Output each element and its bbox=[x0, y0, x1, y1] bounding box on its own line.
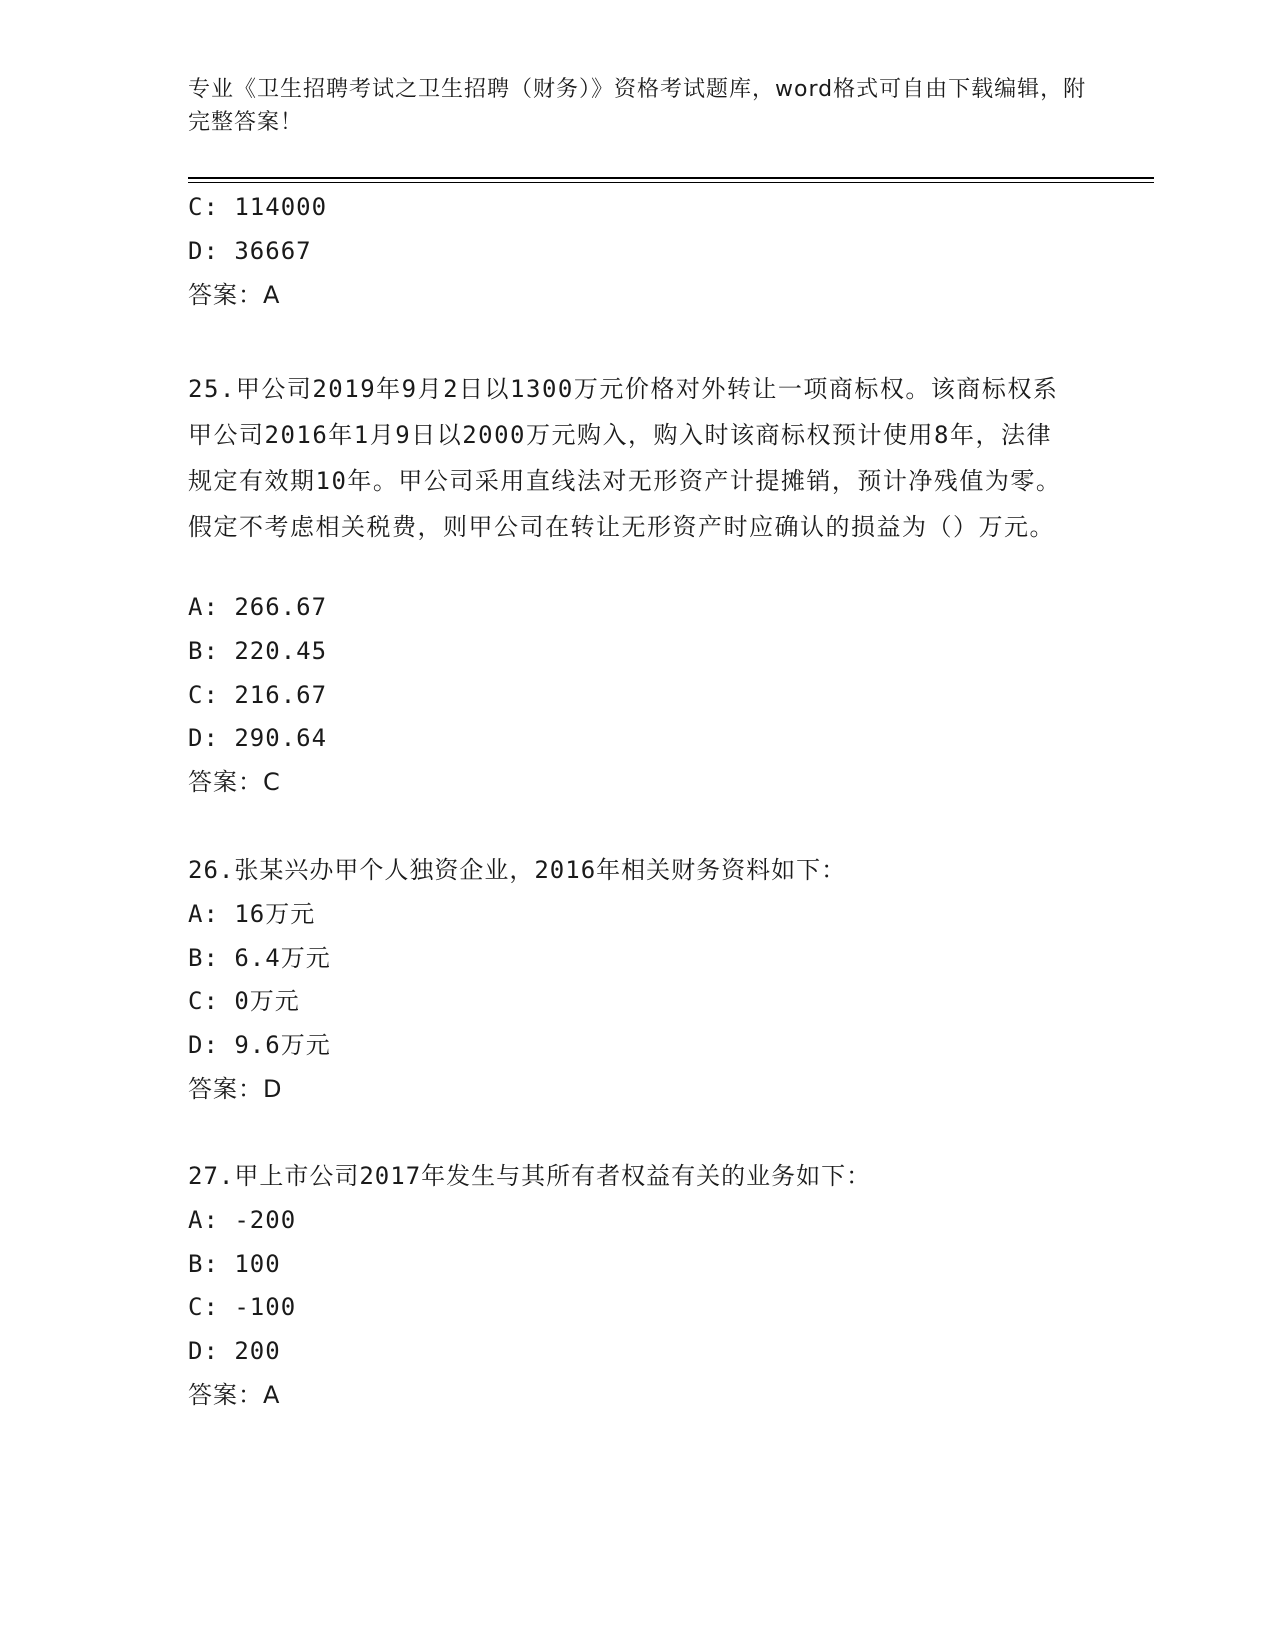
q26-option-d: D: 9.6万元 bbox=[188, 1031, 331, 1059]
q26-stem: 26.张某兴办甲个人独资企业，2016年相关财务资料如下： bbox=[188, 856, 847, 884]
q25-answer: 答案：C bbox=[188, 768, 281, 796]
q25-option-a: A: 266.67 bbox=[188, 593, 328, 621]
q27-answer: 答案：A bbox=[188, 1381, 281, 1409]
q27-option-b: B: 100 bbox=[188, 1250, 281, 1278]
q26-option-b: B: 6.4万元 bbox=[188, 944, 331, 972]
q25-stem: 25.甲公司2019年9月2日以1300万元价格对外转让一项商标权。该商标权系甲公司2016年1月9日以2000万元购入，购入时该商标权预计使用8年，法律规定有效期10年。甲公司采用直线法对无形资产计提摊销，预计净残值为零。假定不考虑相关税费，则甲公司在转让无形资产时应确认的损益为（）万元。 bbox=[188, 375, 1062, 541]
q26-option-c: C: 0万元 bbox=[188, 987, 300, 1015]
q27-option-c: C: -100 bbox=[188, 1293, 297, 1321]
q26-option-a: A: 16万元 bbox=[188, 900, 316, 928]
q24-option-c: C: 114000 bbox=[188, 193, 328, 221]
q26-answer: 答案：D bbox=[188, 1075, 283, 1103]
q25-option-b: B: 220.45 bbox=[188, 637, 328, 665]
q27-option-d: D: 200 bbox=[188, 1337, 281, 1365]
header-rule-thin bbox=[188, 182, 1154, 183]
q25-option-c: C: 216.67 bbox=[188, 681, 328, 709]
page-header: 专业《卫生招聘考试之卫生招聘（财务）》资格考试题库，word格式可自由下载编辑，附完整答案！ bbox=[188, 77, 1087, 135]
q27-option-a: A: -200 bbox=[188, 1206, 297, 1234]
q27-stem: 27.甲上市公司2017年发生与其所有者权益有关的业务如下： bbox=[188, 1162, 872, 1190]
q24-option-d: D: 36667 bbox=[188, 237, 312, 265]
q24-answer: 答案：A bbox=[188, 281, 281, 309]
q25-option-d: D: 290.64 bbox=[188, 724, 328, 752]
header-rule-thick bbox=[188, 177, 1154, 179]
